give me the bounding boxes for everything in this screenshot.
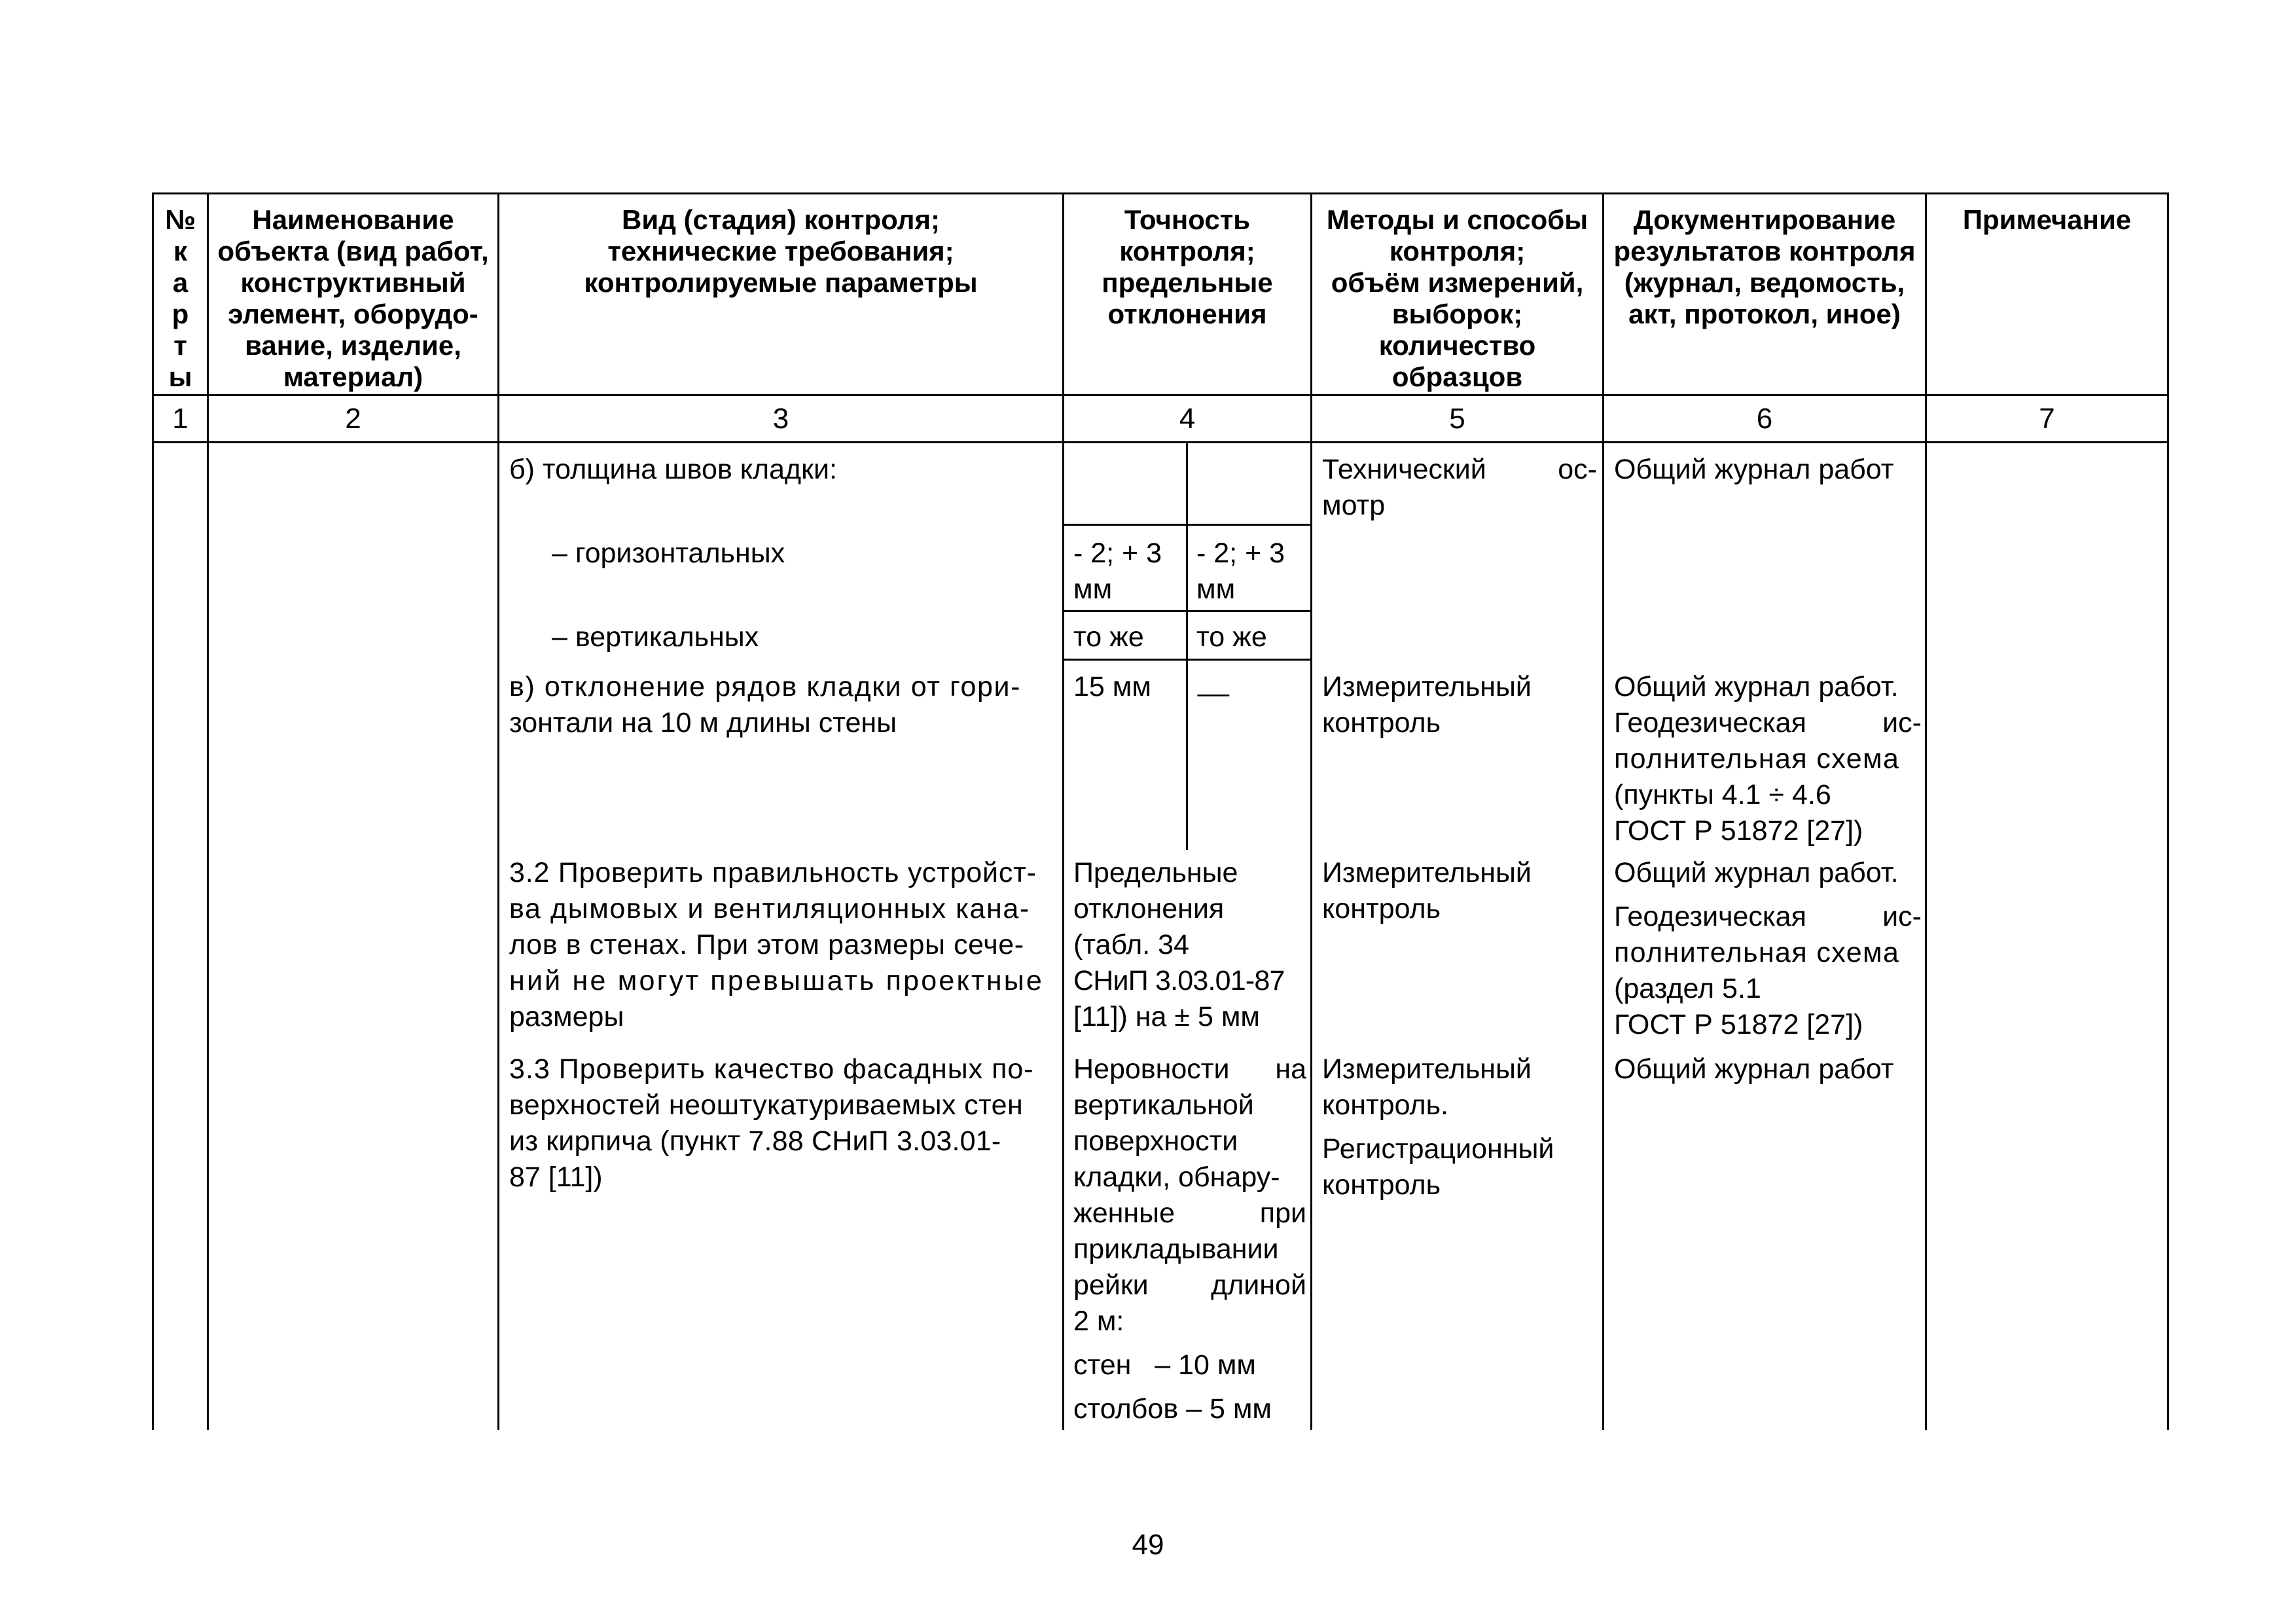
doc-line: ГОСТ Р 51872 [27]) [1614,1009,1863,1040]
tol-word: при [1259,1197,1306,1229]
tol-line: СНиП 3.03.01-87 [1073,965,1285,996]
doc-word: ис- [1882,707,1922,739]
row-b-horizontal: – горизонтальных [552,538,785,569]
grid-line-col4-split [1186,441,1188,850]
grid-line-col4-left [1062,192,1064,1430]
row-b-method [1322,452,1597,524]
tol-word: длиной [1211,1269,1306,1301]
row-b-tolerance-vertical-b: то же [1196,621,1267,653]
column-number: 6 [1756,403,1773,435]
grid-line-col3-left [497,192,499,1430]
tol-line: прикладывании [1073,1233,1279,1265]
tol-line: - 2; + 3 [1073,538,1162,569]
grid-line-header-bottom [152,394,2169,396]
tol-line: - 2; + 3 [1196,538,1285,569]
tol-line: Предельные [1073,857,1238,888]
row-b-vertical: – вертикальных [552,621,759,653]
req-line: размеры [509,1001,624,1032]
column-number: 2 [345,403,361,435]
req-line: зонтали на 10 м длины стены [509,707,897,739]
doc-word: Геодезическая [1614,707,1806,739]
column-number: 5 [1449,403,1465,435]
doc-line: полнительная схема [1614,937,1900,968]
header-object-name: Наименование объекта (вид работ, конструктивный элемент, оборудо- вание, изделие, материал) [217,204,489,392]
tol-line: мм [1196,574,1236,605]
req-line: лов в стенах. При этом размеры сече- [509,929,1024,960]
req-line: верхностей неоштукатуриваемых стен [509,1089,1024,1121]
row-3-3-documentation: Общий журнал работ [1614,1053,1894,1085]
tol-word: Неровности [1073,1053,1230,1085]
header-card-number: № к а р т ы [165,204,196,392]
column-number: 4 [1179,403,1196,435]
doc-line: Общий журнал работ. [1614,857,1899,888]
tol-line: вертикальной [1073,1089,1254,1121]
row-v-method [1322,669,1532,741]
header-note: Примечание [1962,204,2132,235]
doc-line: Общий журнал работ. [1614,671,1899,702]
req-line: 87 [11]) [509,1161,603,1193]
row-b-title: б) толщина швов кладки: [509,454,837,485]
header-control-type: Вид (стадия) контроля; технические требования; контролируемые параметры [584,204,978,298]
method-line: Измерительный [1322,1053,1532,1085]
tol-line: кладки, обнару- [1073,1161,1280,1193]
row-3-2-method [1322,855,1532,927]
tol-line: стен – 10 мм [1073,1349,1256,1381]
tol-line: мм [1073,574,1113,605]
row-3-3-tolerance [1073,1051,1306,1427]
method-line: Измерительный [1322,857,1532,888]
row-v-tolerance-a: 15 мм [1073,671,1151,702]
method-line: контроль [1322,1169,1441,1201]
method-line: контроль. [1322,1089,1448,1121]
tol-line: поверхности [1073,1125,1238,1157]
row-v-requirement [509,669,1058,741]
doc-line: ГОСТ Р 51872 [27]) [1614,815,1863,847]
grid-line-top [152,192,2169,194]
row-3-2-documentation [1614,855,1922,1043]
row-b-tolerance-horizontal-a [1073,536,1183,608]
row-3-3-method [1322,1051,1554,1203]
doc-word: ис- [1882,901,1922,932]
req-line: ва дымовых и вентиляционных кана- [509,893,1030,924]
row-b-tolerance-horizontal-b [1196,536,1308,608]
row-v-documentation [1614,669,1922,849]
grid-line-col7-left [1925,192,1927,1430]
row-v-tolerance-b: __ [1198,666,1229,697]
column-number: 7 [2039,403,2055,435]
doc-line: полнительная схема [1614,743,1900,775]
method-line: Регистрационный [1322,1133,1554,1165]
tol-line: столбов – 5 мм [1073,1393,1272,1425]
req-line: ний не могут превышать проектные [509,965,1045,996]
tol-line: 2 м: [1073,1305,1124,1337]
method-line: мотр [1322,490,1386,521]
tol-line: [11]) на ± 5 мм [1073,1001,1260,1032]
doc-line: (пункты 4.1 ÷ 4.6 [1614,779,1831,811]
grid-line-right [2167,192,2169,1430]
doc-word: Геодезическая [1614,901,1806,932]
row-b-documentation: Общий журнал работ [1614,454,1894,485]
tol-word: женные [1073,1197,1175,1229]
column-number: 3 [772,403,789,435]
row-3-2-requirement [509,855,1058,1035]
tol-line: отклонения [1073,893,1225,924]
req-line: в) отклонение рядов кладки от гори- [509,671,1022,702]
method-word: ос- [1558,454,1597,485]
req-line: из кирпича (пункт 7.88 СНиП 3.03.01- [509,1125,1001,1157]
method-line: Измерительный [1322,671,1532,702]
tol-word: рейки [1073,1269,1149,1301]
req-line: 3.2 Проверить правильность устройст- [509,857,1037,888]
method-line: контроль [1322,893,1441,924]
row-3-2-tolerance [1073,855,1285,1035]
tol-word: на [1275,1053,1306,1085]
method-line: контроль [1322,707,1441,739]
header-methods: Методы и способы контроля; объём измерений, выборок; количество образцов [1326,204,1588,392]
row-b-tolerance-vertical-a: то же [1073,621,1144,653]
header-documentation: Документирование результатов контроля (журнал, ведомость, акт, протокол, иное) [1613,204,1916,329]
req-line: 3.3 Проверить качество фасадных по- [509,1053,1034,1085]
method-word: Технический [1322,454,1486,485]
column-number: 1 [172,403,188,435]
tol-line: (табл. 34 [1073,929,1189,960]
grid-line-numbers-bottom [152,441,2169,443]
doc-line: (раздел 5.1 [1614,973,1761,1004]
header-accuracy: Точность контроля; предельные отклонения [1102,204,1273,329]
page-number: 49 [1132,1529,1164,1561]
grid-line-col6-left [1602,192,1604,1430]
row-3-3-requirement [509,1051,1058,1195]
